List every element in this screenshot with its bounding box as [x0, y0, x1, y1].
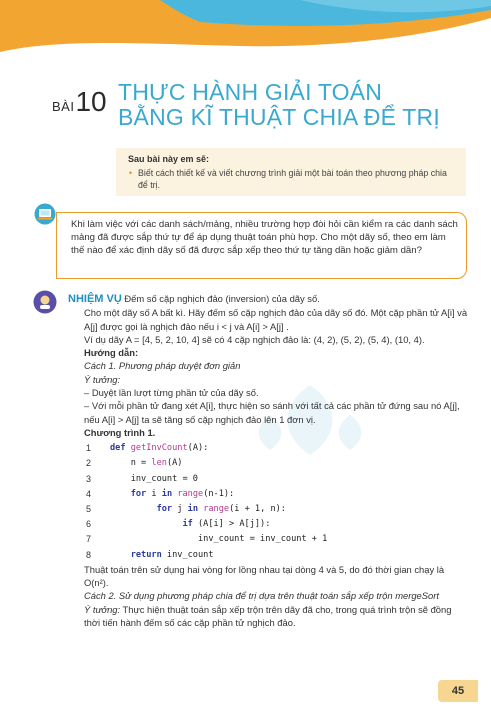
code-line	[84, 487, 468, 502]
task-heading	[68, 292, 468, 306]
code-line	[84, 532, 468, 547]
code-keyword: in	[161, 488, 173, 499]
line-number: 1	[86, 443, 92, 454]
code-builtin: range	[177, 488, 204, 499]
line-number: 4	[86, 488, 92, 499]
line-number: 3	[86, 473, 92, 484]
lesson-number-value: 10	[75, 86, 107, 117]
code-line	[84, 441, 468, 456]
top-banner	[0, 0, 491, 60]
code-line	[84, 472, 468, 487]
code-text	[110, 472, 198, 487]
task-label: NHIỆM VỤ	[68, 293, 122, 305]
code-line	[84, 548, 468, 563]
method-2: Cách 2. Sử dụng phương pháp chia để trị dựa trên thuật toán sắp xếp trộn mergeSort	[84, 590, 439, 602]
objective-item: • Biết cách thiết kế và viết chương trình giải một bài toán theo phương pháp chia để trị.	[128, 167, 456, 191]
code-text	[110, 517, 270, 532]
program-label: Chương trình 1.	[84, 426, 156, 438]
code-keyword: for	[156, 504, 173, 515]
code-text	[110, 548, 214, 563]
code-text-part: i	[146, 488, 162, 499]
code-text-part: inv_count = 0	[130, 473, 198, 484]
idea-1: – Duyệt lần lượt từng phần tử của dãy số.	[84, 387, 259, 399]
code-function-name: getInvCount	[130, 443, 188, 454]
task-paragraph-1: Cho một dãy số A bất kì. Hãy đếm số cặp nghịch đảo của dãy số đó. Một cặp phần tử A[i] và A[j] được gọi là nghịch đảo nếu i < j và A[i] > A[j] .	[84, 307, 468, 332]
idea-2-label: Ý tưởng:	[84, 603, 121, 615]
code-keyword: if	[182, 519, 193, 530]
lesson-title-line2: BẰNG KĨ THUẬT CHIA ĐỂ TRỊ	[118, 104, 440, 130]
code-rest: (A)	[166, 458, 183, 469]
lesson-label: BÀI	[52, 99, 75, 114]
code-keyword: for	[130, 488, 147, 499]
code-rest: (A):	[187, 443, 209, 454]
idea-2: – Với mỗi phần tử đang xét A[i], thực hiện so sánh với tất cả các phần tử đứng sau nó A[j], nếu A[i] > A[j] ta sẽ tăng số cặp nghịch đảo lên 1 đơn vị.	[84, 400, 460, 425]
lesson-title	[118, 80, 448, 130]
code-line	[84, 517, 468, 532]
idea-2-text: Thực hiện thuật toán sắp xếp trộn trên dãy đã cho, trong quá trình trộn sẽ đồng thời tiến hành đếm số các cặp phần tử nghịch đảo.	[84, 603, 452, 629]
code-text-part: inv_count = inv_count + 1	[197, 534, 328, 545]
lesson-title-line1: THỰC HÀNH GIẢI TOÁN	[118, 79, 383, 105]
task-icon	[33, 290, 57, 314]
idea-label: Ý tưởng:	[84, 373, 121, 385]
code-text	[110, 487, 234, 502]
code-rest: inv_count	[161, 549, 214, 560]
line-number: 6	[86, 519, 92, 530]
line-number: 5	[86, 504, 92, 515]
code-keyword: def	[110, 443, 126, 454]
after-code-text: Thuật toán trên sử dụng hai vòng for lồng nhau tại dòng 4 và 5, do đó thời gian chạy là O(n²).	[84, 563, 445, 589]
code-builtin: range	[203, 504, 230, 515]
code-block	[84, 441, 468, 563]
page-number: 45	[438, 680, 478, 702]
task-paragraph-2: Ví dụ dãy A = [4, 5, 2, 10, 4] sẽ có 4 cặp nghịch đảo là: (4, 2), (5, 2), (5, 4), (10, 4).	[84, 333, 425, 345]
code-keyword: return	[130, 549, 162, 560]
idea-2-paragraph	[84, 603, 468, 630]
code-text-part: n =	[130, 458, 152, 469]
objective-title: Sau bài này em sẽ:	[128, 154, 210, 164]
line-number: 7	[86, 534, 92, 545]
line-number: 8	[86, 549, 92, 560]
code-text	[110, 456, 182, 471]
code-line	[84, 502, 468, 517]
code-rest: (A[i] > A[j]):	[192, 519, 271, 530]
line-number: 2	[86, 458, 92, 469]
method-1: Cách 1. Phương pháp duyệt đơn giản	[84, 360, 241, 372]
code-builtin: len	[151, 458, 167, 469]
code-text-part: j	[172, 504, 188, 515]
intro-box: Khi làm việc với các danh sách/mảng, nhiều trường hợp đòi hỏi cần kiểm ra các danh sách mảng đã được sắp thứ tự để áp dụng thuật toán phù hợp. Cho một dãy số, theo em làm thế nào để xác định dãy số đã được sắp xếp theo thứ tự tăng dần hoặc giảm dần?	[56, 212, 467, 279]
guide-label: Hướng dẫn:	[84, 347, 139, 359]
code-text	[110, 532, 327, 547]
lesson-number	[52, 86, 107, 118]
task-title: Đếm số cặp nghịch đảo (inversion) của dãy số.	[124, 293, 320, 304]
code-rest: (n-1):	[203, 488, 235, 499]
book-laptop-icon	[34, 203, 56, 225]
task-content	[68, 292, 468, 629]
code-keyword: in	[187, 504, 198, 515]
code-text	[110, 441, 208, 456]
code-line	[84, 456, 468, 471]
code-text	[110, 502, 286, 517]
code-rest: (i + 1, n):	[229, 504, 286, 515]
objective-box	[116, 148, 466, 196]
